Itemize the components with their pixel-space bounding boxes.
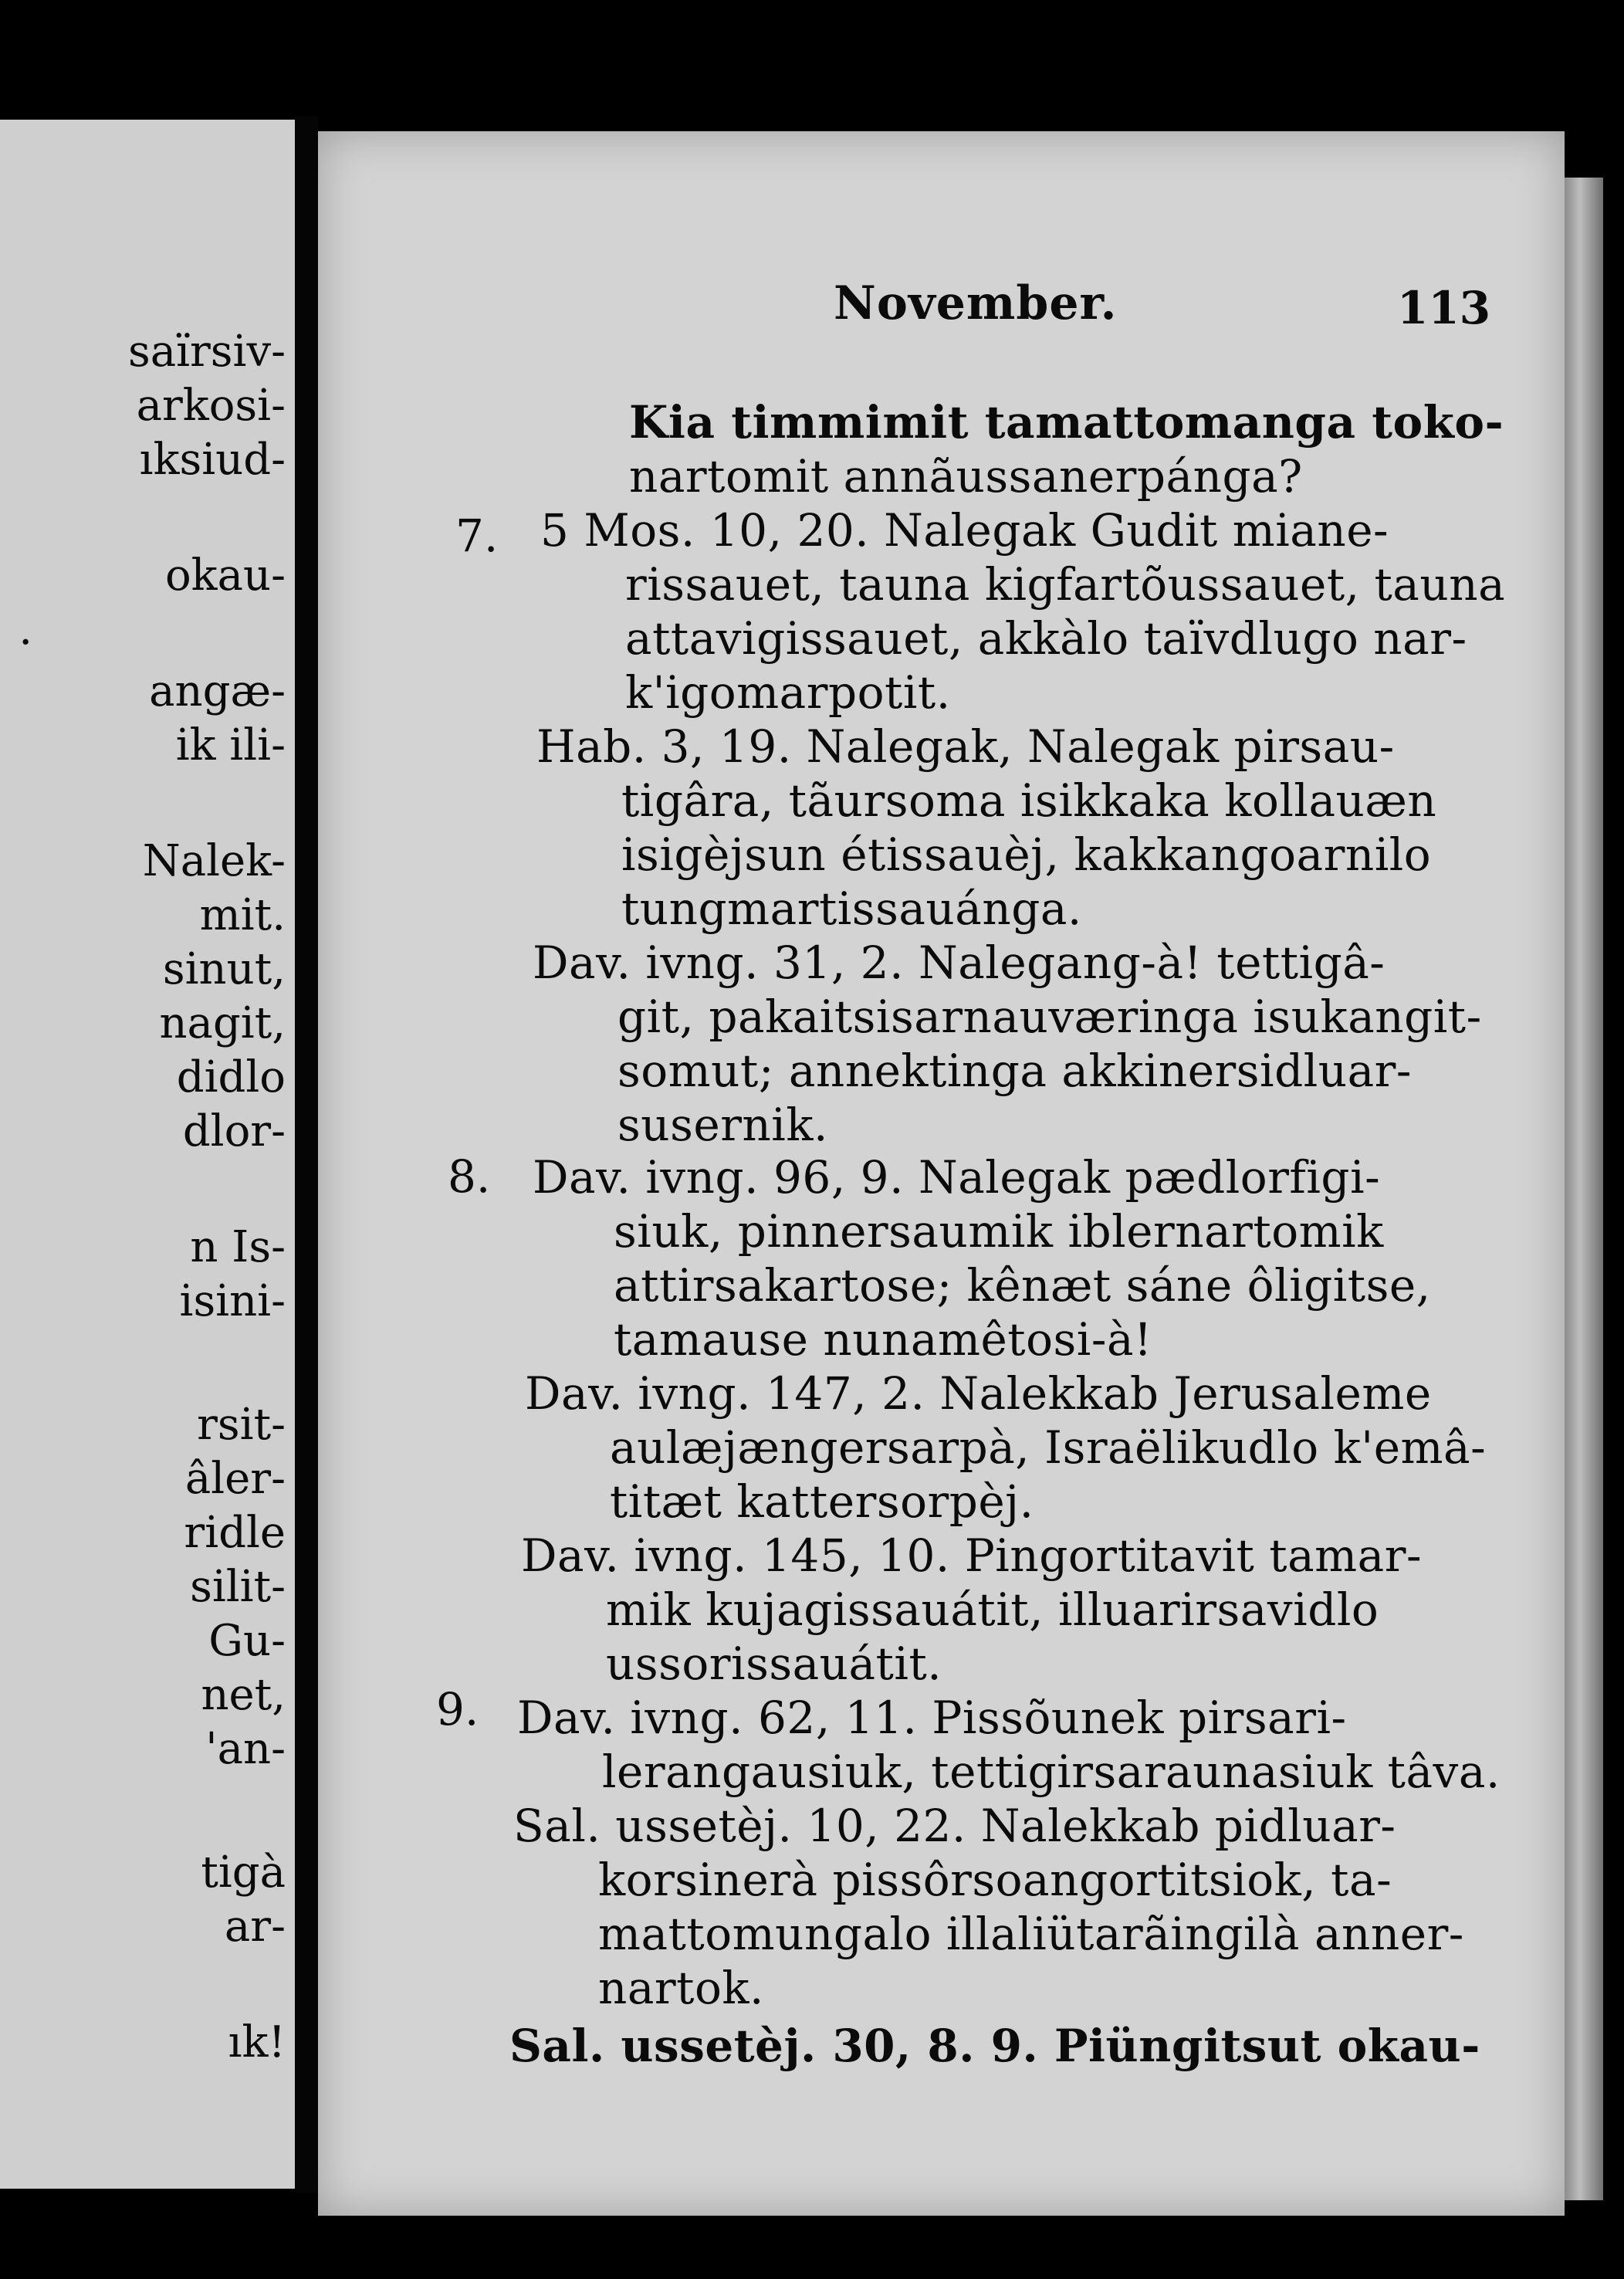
left-text-line: mit. — [199, 890, 286, 940]
left-text-line: isini- — [179, 1276, 286, 1326]
text-line: Hab. 3, 19. Nalegak, Nalegak pirsau- — [536, 720, 1395, 773]
text-line: mattomungalo illaliütarãingilà anner- — [598, 1908, 1464, 1960]
left-text-line: net, — [201, 1670, 286, 1720]
text-line: korsinerà pissôrsoangortitsiok, ta- — [598, 1854, 1392, 1906]
text-line: rissauet, tauna kigfartõussauet, tauna — [625, 558, 1506, 611]
left-text-line: saïrsiv- — [127, 327, 286, 377]
text-line: lerangausiuk, tettigirsaraunasiuk tâva. — [602, 1746, 1501, 1798]
text-line: susernik. — [617, 1099, 828, 1151]
left-text-line: . — [19, 604, 32, 655]
left-text-line: âler- — [184, 1454, 286, 1504]
text-line: attavigissauet, akkàlo taïvdlugo nar- — [625, 612, 1467, 665]
text-line: titæt kattersorpèj. — [610, 1475, 1034, 1528]
text-line: Dav. ivng. 145, 10. Pingortitavit tamar- — [521, 1529, 1423, 1582]
left-text-line: 'an- — [205, 1724, 286, 1774]
text-line: attirsakartose; kênæt sáne ôligitse, — [614, 1259, 1431, 1312]
text-line: mik kujagissauátit, illuarirsavidlo — [606, 1583, 1379, 1636]
left-text-line: rsit- — [197, 1400, 286, 1450]
day-number: 9. — [436, 1683, 479, 1735]
left-text-line: ik ili- — [175, 720, 286, 770]
text-line: nartomit annãussanerpánga? — [629, 450, 1303, 503]
left-text-line: didlo — [176, 1052, 286, 1102]
text-line: Kia timmimit tamattomanga toko- — [629, 396, 1504, 449]
page-edge — [1565, 178, 1603, 2200]
left-text-line: okau- — [164, 550, 286, 601]
text-line: siuk, pinnersaumik iblernartomik — [614, 1205, 1384, 1258]
text-line: 5 Mos. 10, 20. Nalegak Gudit miane- — [540, 504, 1389, 557]
page-header-month: November. — [834, 276, 1118, 330]
text-line: tungmartissauánga. — [621, 882, 1082, 935]
text-line: nartok. — [598, 1962, 764, 2014]
book-spine — [295, 116, 318, 2193]
left-text-line: arkosi- — [136, 381, 286, 431]
left-text-line: Nalek- — [142, 836, 286, 886]
text-line: k'igomarpotit. — [625, 666, 951, 719]
left-text-line: sinut, — [162, 944, 286, 994]
left-text-line: tigà — [201, 1847, 286, 1898]
left-text-line: angæ- — [149, 666, 286, 716]
text-line: Dav. ivng. 96, 9. Nalegak pædlorfigi- — [533, 1151, 1381, 1204]
text-line: git, pakaitsisarnauværinga isukangit- — [617, 991, 1482, 1043]
left-text-line: ridle — [184, 1508, 286, 1558]
text-line: Dav. ivng. 31, 2. Nalegang-à! tettigâ- — [533, 936, 1385, 989]
left-text-line: dlor- — [182, 1106, 286, 1156]
text-line: tamause nunamêtosi-à! — [614, 1313, 1152, 1366]
day-number: 8. — [448, 1150, 491, 1203]
text-line: aulæjængersarpà, Israëlikudlo k'emâ- — [610, 1421, 1487, 1474]
text-line: isigèjsun étissauèj, kakkangoarnilo — [621, 828, 1432, 881]
day-number: 7. — [455, 510, 499, 562]
left-text-line: silit- — [190, 1562, 286, 1612]
left-text-line: nagit, — [159, 998, 286, 1048]
left-text-line: Gu- — [208, 1616, 286, 1666]
text-line: Dav. ivng. 62, 11. Pissõunek pirsari- — [517, 1691, 1347, 1744]
page-number: 113 — [1397, 282, 1491, 334]
left-text-line: ıksiud- — [139, 435, 286, 485]
left-page-fragment — [0, 120, 295, 2189]
text-line: somut; annektinga akkinersidluar- — [617, 1045, 1413, 1097]
text-line: Sal. ussetèj. 30, 8. 9. Piüngitsut okau- — [509, 2020, 1480, 2072]
left-text-line: n Is- — [190, 1222, 286, 1272]
text-line: ussorissauátit. — [606, 1637, 942, 1690]
left-text-line: ık! — [228, 2017, 286, 2067]
left-text-line: ar- — [224, 1901, 286, 1952]
text-line: Dav. ivng. 147, 2. Nalekkab Jerusaleme — [525, 1367, 1432, 1420]
text-line: tigâra, tãursoma isikkaka kollauæn — [621, 774, 1437, 827]
text-line: Sal. ussetèj. 10, 22. Nalekkab pidluar- — [513, 1800, 1396, 1852]
